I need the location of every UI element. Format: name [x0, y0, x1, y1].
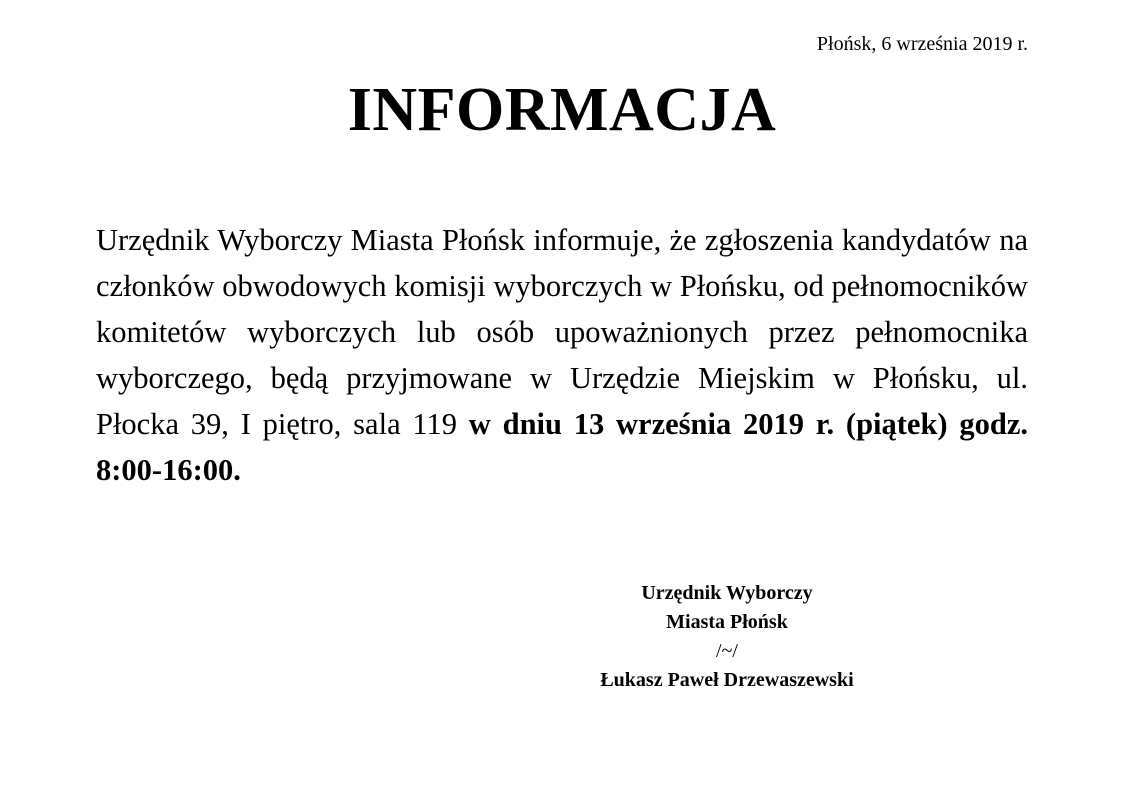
signature-role: Urzędnik Wyborczy [641, 582, 813, 604]
document-title: INFORMACJA [347, 76, 777, 144]
date-line: Płońsk, 6 września 2019 r. [816, 33, 1028, 55]
signature-name: Łukasz Paweł Drzewaszewski [600, 669, 854, 691]
signature-mark: /~/ [716, 640, 738, 662]
signature-block [527, 579, 927, 695]
announcement-text: Urzędnik Wyborczy Miasta Płońsk informuje, że zgłoszenia kandydatów na członków obwodowych komisji wyborczych w Płońsku, od pełnomocników komitetów wyborczych lub osób upoważnionych przez pełnomocnika wyborczego, będą przyjmowane w Urzędzie Miejskim w Płońsku, ul. Płocka 39, I piętro, sala 119 [96, 223, 1028, 441]
announcement-date-emphasis: w dniu 13 września 2019 r. (piątek) godz. 8:00-16:00. [96, 407, 1028, 487]
announcement-body [96, 217, 1028, 493]
signature-office: Miasta Płońsk [666, 611, 788, 633]
